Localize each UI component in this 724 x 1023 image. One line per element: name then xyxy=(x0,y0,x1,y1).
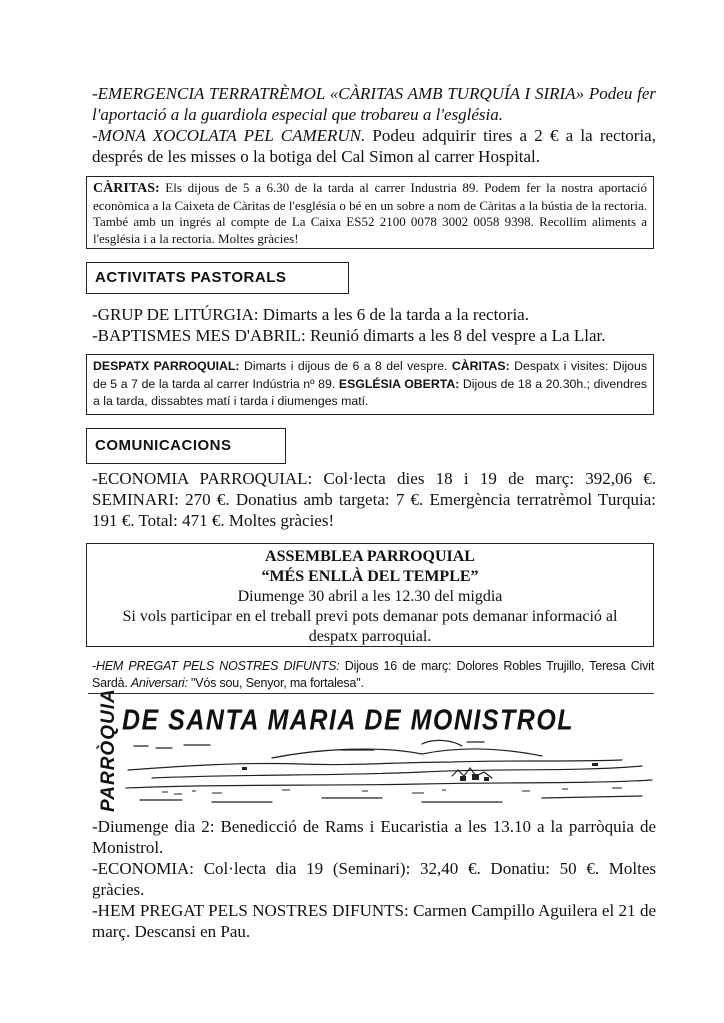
comunicacions-text: -ECONOMIA PARROQUIAL: Col·lecta dies 18 i 19 de març: 392,06 €. SEMINARI: 270 €. Donatius amb targeta: 7 €. Emergència terratrèmol Turquia: 191 €. Total: 471 €. Moltes gràcies! xyxy=(92,469,656,530)
mona-text: Podeu adquirir tires a 2 € a la rectoria, després de les misses o la botiga del Cal Simon al carrer Hospital. xyxy=(92,126,656,166)
landscape-illustration xyxy=(122,736,662,810)
difunts-notice xyxy=(92,658,654,692)
intro-section xyxy=(92,83,656,167)
difunts-text: Dijous 16 de març: Dolores Robles Trujillo, Teresa Civit Sardà. xyxy=(92,659,654,690)
aniversari-text: "Vós sou, Senyor, ma fortalesa". xyxy=(187,676,364,690)
aniversari-label: Aniversari: xyxy=(130,676,188,690)
despatx-caritas-label: CÀRITAS: xyxy=(451,359,510,373)
banner-title: DE SANTA MARIA DE MONISTROL xyxy=(122,704,575,737)
comunicacions-heading: COMUNICACIONS xyxy=(86,428,286,464)
despatx-caritas-text: Despatx i visites: Dijous de 5 a 7 de la tarda al carrer Indústria nº 89. xyxy=(93,359,648,391)
esglesia-oberta-text: Dijous de 18 a 20.30h.; divendres a la tarda, dissabtes matí i tarda i diumenges matí. xyxy=(93,376,647,408)
despatx-box xyxy=(86,354,654,415)
assemblea-info: Si vols participar en el treball previ pots demanar pots demanar informació al despatx parroquial. xyxy=(122,608,618,645)
monistrol-section xyxy=(92,816,656,942)
assemblea-title: ASSEMBLEA PARROQUIAL xyxy=(265,548,475,565)
baptismes-line: -BAPTISMES MES D'ABRIL: Reunió dimarts a les 8 del vespre a La Llar. xyxy=(92,326,606,345)
caritas-label: CÀRITAS: xyxy=(93,181,160,196)
assemblea-box xyxy=(86,543,654,647)
caritas-box xyxy=(86,176,654,249)
economia-monistrol-line: -ECONOMIA: Col·lecta dia 19 (Seminari): 32,40 €. Donatiu: 50 €. Moltes gràcies. xyxy=(92,859,656,899)
assemblea-date: Diumenge 30 abril a les 12.30 del migdia xyxy=(237,588,503,605)
liturgia-line: -GRUP DE LITÚRGIA: Dimarts a les 6 de la tarda a la rectoria. xyxy=(92,305,529,324)
rams-line: -Diumenge dia 2: Benedicció de Rams i Eucaristia a les 13.10 a la parròquia de Monistrol. xyxy=(92,817,656,857)
despatx-text: Dimarts i dijous de 6 a 8 del vespre. xyxy=(239,359,452,373)
activitats-heading: ACTIVITATS PASTORALS xyxy=(86,262,349,294)
mona-notice xyxy=(92,125,656,167)
difunts-monistrol-line: -HEM PREGAT PELS NOSTRES DIFUNTS: Carmen Campillo Aguilera el 21 de març. Descansi en Pau. xyxy=(92,901,656,941)
difunts-label: -HEM PREGAT PELS NOSTRES DIFUNTS: xyxy=(92,659,340,673)
despatx-label: DESPATX PARROQUIAL: xyxy=(93,359,240,373)
parish-banner xyxy=(92,688,662,812)
divider-line xyxy=(88,693,654,694)
banner-vertical-text: PARRÒQUIA xyxy=(98,688,119,812)
esglesia-oberta-label: ESGLÉSIA OBERTA: xyxy=(338,376,460,391)
assemblea-subtitle: “MÉS ENLLÀ DEL TEMPLE” xyxy=(261,568,479,585)
caritas-text: Els dijous de 5 a 6.30 de la tarda al carrer Industria 89. Podem fer la nostra aportació econòmica a la Caixeta de Càritas de l'església o bé en un sobre a nom de Càritas a la bústia de la rectoria. També amb un ingrés al compte de La Caixa ES52 2100 0078 3002 0058 9398. Recollim aliments a l'església i a la rectoria. Moltes gràcies! xyxy=(93,180,647,246)
mona-title: -MONA XOCOLATA PEL CAMERUN. xyxy=(92,126,366,145)
emergencia-notice: -EMERGENCIA TERRATRÈMOL «CÀRITAS AMB TURQUÍA I SIRIA» Podeu fer l'aportació a la guardiola especial que trobareu a l'església. xyxy=(92,84,656,124)
activitats-section xyxy=(92,304,656,346)
